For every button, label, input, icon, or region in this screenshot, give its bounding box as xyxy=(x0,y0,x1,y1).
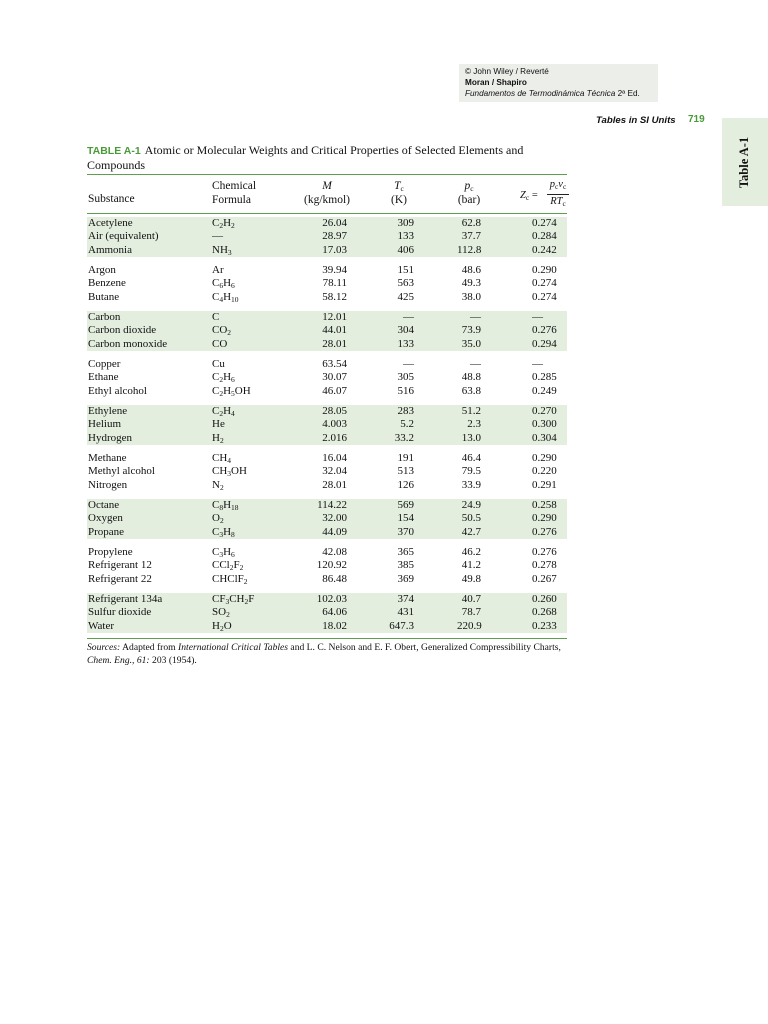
cell-compressibility: 0.274 xyxy=(532,277,557,290)
cell-compressibility: 0.300 xyxy=(532,418,557,431)
cell-molar-mass: 58.12 xyxy=(322,290,347,303)
cell-molar-mass: 17.03 xyxy=(322,243,347,256)
cell-molar-mass: 63.54 xyxy=(322,358,347,370)
cell-critical-pressure: 50.5 xyxy=(461,512,481,525)
cell-formula: $SO_2$ xyxy=(212,606,230,620)
running-head: Tables in SI Units xyxy=(596,115,676,126)
cell-critical-temperature: 305 xyxy=(397,371,414,384)
cell-substance: Argon xyxy=(88,264,116,276)
cell-molar-mass: 12.01 xyxy=(322,311,347,323)
cell-critical-pressure: — xyxy=(470,311,481,323)
cell-molar-mass: 32.04 xyxy=(322,465,347,478)
cell-substance: Carbon dioxide xyxy=(88,324,157,337)
cell-critical-temperature: 309 xyxy=(397,217,414,229)
cell-formula: CHClF$_2$ xyxy=(212,572,248,586)
cell-molar-mass: 28.97 xyxy=(322,230,347,243)
cell-compressibility: — xyxy=(532,358,543,370)
cell-substance: Copper xyxy=(88,358,121,370)
cell-critical-pressure: 48.6 xyxy=(461,264,481,276)
cell-molar-mass: 86.48 xyxy=(322,572,347,585)
cell-compressibility: 0.276 xyxy=(532,525,557,538)
cell-compressibility: 0.249 xyxy=(532,384,557,397)
cell-critical-pressure: 48.8 xyxy=(461,371,481,384)
header-m-symbol: M xyxy=(322,180,332,192)
header-molar-mass: M (kg/kmol) xyxy=(292,180,362,207)
side-tab-label: Table A-1 xyxy=(737,136,752,188)
cell-molar-mass: 2.016 xyxy=(322,431,347,444)
cell-compressibility: — xyxy=(532,311,543,323)
table-row xyxy=(87,371,567,384)
credit-authors: Moran / Shapiro xyxy=(465,78,527,87)
cell-molar-mass: 39.94 xyxy=(322,264,347,276)
cell-critical-temperature: 431 xyxy=(397,606,414,619)
cell-formula: $C_6H_6$ xyxy=(212,277,235,291)
table-row xyxy=(87,358,567,371)
cell-compressibility: 0.290 xyxy=(532,512,557,525)
cell-compressibility: 0.220 xyxy=(532,465,557,478)
credit-publisher: © John Wiley / Reverté xyxy=(465,67,549,76)
cell-substance: Methane xyxy=(88,452,127,464)
table-row xyxy=(87,620,567,633)
table-row xyxy=(87,291,567,304)
cell-critical-pressure: 41.2 xyxy=(461,559,481,572)
cell-formula: $NH_3$ xyxy=(212,243,232,257)
row-group xyxy=(87,593,567,633)
table-row xyxy=(87,311,567,324)
header-substance: Substance xyxy=(88,193,135,205)
cell-molar-mass: 46.07 xyxy=(322,384,347,397)
cell-formula: $CH_3OH$ xyxy=(212,465,247,479)
row-group xyxy=(87,499,567,539)
cell-compressibility: 0.284 xyxy=(532,230,557,243)
cell-formula: Ar xyxy=(212,264,224,276)
cell-critical-temperature: 33.2 xyxy=(394,431,414,444)
header-pc-symbol: $p_c$ xyxy=(464,180,474,193)
table-row xyxy=(87,526,567,539)
cell-substance: Helium xyxy=(88,418,121,431)
table-row xyxy=(87,452,567,465)
cell-formula: $C_2H_5OH$ xyxy=(212,384,251,398)
table-row xyxy=(87,465,567,478)
cell-critical-temperature: 5.2 xyxy=(400,418,414,431)
cell-critical-pressure: 49.3 xyxy=(461,277,481,290)
cell-compressibility: 0.274 xyxy=(532,217,557,229)
cell-compressibility: 0.291 xyxy=(532,478,557,491)
cell-critical-temperature: 133 xyxy=(397,337,414,350)
cell-critical-pressure: 63.8 xyxy=(461,384,481,397)
cell-critical-pressure: — xyxy=(470,358,481,370)
cell-formula: $CCl_2F_2$ xyxy=(212,559,244,573)
cell-substance: Ammonia xyxy=(88,243,132,256)
row-group xyxy=(87,311,567,351)
cell-substance: Sulfur dioxide xyxy=(88,606,152,619)
cell-critical-pressure: 62.8 xyxy=(461,217,481,229)
table-row xyxy=(87,405,567,418)
cell-critical-temperature: 385 xyxy=(397,559,414,572)
header-formula: Chemical Formula xyxy=(212,180,257,206)
cell-formula: $CH_4$ xyxy=(212,452,232,465)
sources-label: Sources: xyxy=(87,642,121,653)
cell-molar-mass: 18.02 xyxy=(322,619,347,632)
cell-critical-temperature: 563 xyxy=(397,277,414,290)
cell-critical-pressure: 24.9 xyxy=(461,499,481,511)
bottom-rule xyxy=(87,638,567,639)
cell-molar-mass: 32.00 xyxy=(322,512,347,525)
cell-critical-pressure: 112.8 xyxy=(457,243,482,256)
table-row xyxy=(87,277,567,290)
cell-molar-mass: 44.01 xyxy=(322,324,347,337)
cell-substance: Refrigerant 12 xyxy=(88,559,152,572)
cell-substance: Propane xyxy=(88,525,125,538)
table-body xyxy=(87,217,567,633)
table-title: Atomic or Molecular Weights and Critical Properties of Selected Elements and Compounds xyxy=(87,143,524,172)
cell-molar-mass: 28.01 xyxy=(322,337,347,350)
cell-critical-temperature: 304 xyxy=(397,324,414,337)
cell-substance: Air (equivalent) xyxy=(88,230,159,243)
top-rule xyxy=(87,174,567,175)
cell-formula: $C_3H_6$ xyxy=(212,546,235,559)
cell-formula: He xyxy=(212,418,225,431)
cell-critical-pressure: 49.8 xyxy=(461,572,481,585)
cell-critical-temperature: 374 xyxy=(397,593,414,605)
cell-compressibility: 0.242 xyxy=(532,243,557,256)
table-row xyxy=(87,512,567,525)
table-id: TABLE A-1 xyxy=(87,145,141,157)
cell-critical-temperature: 154 xyxy=(397,512,414,525)
cell-formula: $C_2H_2$ xyxy=(212,217,235,230)
cell-substance: Octane xyxy=(88,499,120,511)
credit-book: Fundamentos de Termodinámica Técnica 2ª Ed. xyxy=(465,89,640,98)
row-group xyxy=(87,546,567,586)
cell-critical-pressure: 220.9 xyxy=(457,619,482,632)
cell-formula: — xyxy=(212,230,223,243)
cell-compressibility: 0.290 xyxy=(532,264,557,276)
cell-molar-mass: 16.04 xyxy=(322,452,347,464)
cell-formula: $CO_2$ xyxy=(212,324,232,338)
cell-critical-temperature: 365 xyxy=(397,546,414,558)
cell-formula: $H_2$ xyxy=(212,431,224,445)
cell-molar-mass: 26.04 xyxy=(322,217,347,229)
cell-critical-temperature: 133 xyxy=(397,230,414,243)
cell-formula: $CF_3CH_2F$ xyxy=(212,593,255,606)
cell-molar-mass: 78.11 xyxy=(322,277,347,290)
side-tab xyxy=(722,118,768,206)
table-row xyxy=(87,546,567,559)
cell-formula: $C_8H_{18}$ xyxy=(212,499,239,512)
header-compressibility-formula: $Z_c$ = $p_cv_c$ $RT_c$ xyxy=(520,179,568,211)
cell-compressibility: 0.267 xyxy=(532,572,557,585)
cell-compressibility: 0.294 xyxy=(532,337,557,350)
cell-critical-temperature: — xyxy=(403,311,414,323)
cell-critical-temperature: 513 xyxy=(397,465,414,478)
cell-molar-mass: 102.03 xyxy=(316,593,347,605)
cell-critical-temperature: 283 xyxy=(397,405,414,417)
cell-critical-pressure: 2.3 xyxy=(467,418,481,431)
table-row xyxy=(87,559,567,572)
cell-substance: Oxygen xyxy=(88,512,123,525)
cell-molar-mass: 28.05 xyxy=(322,405,347,417)
cell-molar-mass: 42.08 xyxy=(322,546,347,558)
cell-compressibility: 0.233 xyxy=(532,619,557,632)
cell-critical-temperature: 647.3 xyxy=(389,619,414,632)
cell-substance: Butane xyxy=(88,290,120,303)
cell-formula: $C_3H_8$ xyxy=(212,525,235,539)
cell-substance: Acetylene xyxy=(88,217,133,229)
cell-compressibility: 0.304 xyxy=(532,431,557,444)
cell-substance: Benzene xyxy=(88,277,126,290)
cell-substance: Nitrogen xyxy=(88,478,128,491)
cell-critical-pressure: 37.7 xyxy=(461,230,481,243)
cell-critical-temperature: 406 xyxy=(397,243,414,256)
cell-compressibility: 0.274 xyxy=(532,290,557,303)
table-row xyxy=(87,499,567,512)
cell-substance: Ethane xyxy=(88,371,119,384)
cell-critical-pressure: 46.2 xyxy=(461,546,481,558)
cell-substance: Refrigerant 134a xyxy=(88,593,163,605)
cell-critical-temperature: 569 xyxy=(397,499,414,511)
cell-substance: Ethyl alcohol xyxy=(88,384,147,397)
header-rule xyxy=(87,213,567,214)
properties-table xyxy=(87,178,567,633)
cell-compressibility: 0.270 xyxy=(532,405,557,417)
cell-formula: CO xyxy=(212,337,228,350)
cell-compressibility: 0.285 xyxy=(532,371,557,384)
cell-critical-pressure: 79.5 xyxy=(461,465,481,478)
table-row xyxy=(87,606,567,619)
cell-critical-pressure: 33.9 xyxy=(461,478,481,491)
table-row xyxy=(87,217,567,230)
row-group xyxy=(87,358,567,398)
cell-formula: $C_2H_4$ xyxy=(212,405,235,418)
cell-critical-temperature: 516 xyxy=(397,384,414,397)
cell-substance: Hydrogen xyxy=(88,431,132,444)
cell-molar-mass: 120.92 xyxy=(316,559,347,572)
cell-substance: Methyl alcohol xyxy=(88,465,155,478)
header-tc-symbol: $T_c$ xyxy=(394,180,404,193)
cell-compressibility: 0.258 xyxy=(532,499,557,511)
cell-critical-pressure: 78.7 xyxy=(461,606,481,619)
cell-critical-temperature: 151 xyxy=(397,264,414,276)
cell-critical-temperature: 126 xyxy=(397,478,414,491)
table-row xyxy=(87,418,567,431)
cell-molar-mass: 44.09 xyxy=(322,525,347,538)
header-critical-pressure: $p_c$ (bar) xyxy=(449,180,489,207)
cell-critical-temperature: 369 xyxy=(397,572,414,585)
copyright-box xyxy=(459,64,658,102)
sources-note: Sources: Adapted from International Critical Tables and L. C. Nelson and E. F. Obert, Generalized Compressibility Charts, Chem. Eng., 61: 203 (1954). xyxy=(87,642,561,667)
page-number: 719 xyxy=(688,114,705,125)
row-group xyxy=(87,264,567,304)
cell-critical-pressure: 38.0 xyxy=(461,290,481,303)
table-row xyxy=(87,385,567,398)
cell-substance: Carbon monoxide xyxy=(88,337,168,350)
cell-formula: $C_2H_6$ xyxy=(212,371,235,385)
cell-critical-pressure: 35.0 xyxy=(461,337,481,350)
row-group xyxy=(87,405,567,445)
table-row xyxy=(87,230,567,243)
cell-compressibility: 0.276 xyxy=(532,324,557,337)
cell-critical-temperature: 370 xyxy=(397,525,414,538)
cell-molar-mass: 4.003 xyxy=(322,418,347,431)
cell-formula: C xyxy=(212,311,220,323)
cell-substance: Propylene xyxy=(88,546,133,558)
cell-formula: $H_2O$ xyxy=(212,619,232,633)
cell-critical-temperature: 425 xyxy=(397,290,414,303)
cell-substance: Carbon xyxy=(88,311,121,323)
cell-substance: Water xyxy=(88,619,114,632)
cell-substance: Ethylene xyxy=(88,405,128,417)
row-group xyxy=(87,217,567,257)
cell-molar-mass: 114.22 xyxy=(317,499,347,511)
cell-critical-pressure: 46.4 xyxy=(461,452,481,464)
table-row xyxy=(87,593,567,606)
table-row xyxy=(87,432,567,445)
cell-compressibility: 0.276 xyxy=(532,546,557,558)
table-row xyxy=(87,264,567,277)
cell-critical-pressure: 73.9 xyxy=(461,324,481,337)
cell-critical-pressure: 13.0 xyxy=(461,431,481,444)
table-row xyxy=(87,338,567,351)
cell-critical-pressure: 40.7 xyxy=(461,593,481,605)
cell-formula: Cu xyxy=(212,358,225,370)
cell-formula: $N_2$ xyxy=(212,478,224,492)
table-row xyxy=(87,244,567,257)
cell-compressibility: 0.290 xyxy=(532,452,557,464)
table-row xyxy=(87,573,567,586)
table-header xyxy=(87,178,567,214)
cell-molar-mass: 28.01 xyxy=(322,478,347,491)
row-group xyxy=(87,452,567,492)
cell-critical-pressure: 42.7 xyxy=(461,525,481,538)
cell-compressibility: 0.268 xyxy=(532,606,557,619)
cell-molar-mass: 30.07 xyxy=(322,371,347,384)
cell-substance: Refrigerant 22 xyxy=(88,572,152,585)
header-critical-temperature: $T_c$ (K) xyxy=(379,180,419,207)
cell-compressibility: 0.278 xyxy=(532,559,557,572)
cell-critical-temperature: — xyxy=(403,358,414,370)
table-row xyxy=(87,324,567,337)
table-row xyxy=(87,479,567,492)
cell-critical-pressure: 51.2 xyxy=(461,405,481,417)
cell-critical-temperature: 191 xyxy=(397,452,414,464)
table-caption xyxy=(87,144,527,172)
cell-molar-mass: 64.06 xyxy=(322,606,347,619)
cell-formula: $O_2$ xyxy=(212,512,224,526)
cell-compressibility: 0.260 xyxy=(532,593,557,605)
cell-formula: $C_4H_{10}$ xyxy=(212,290,239,304)
